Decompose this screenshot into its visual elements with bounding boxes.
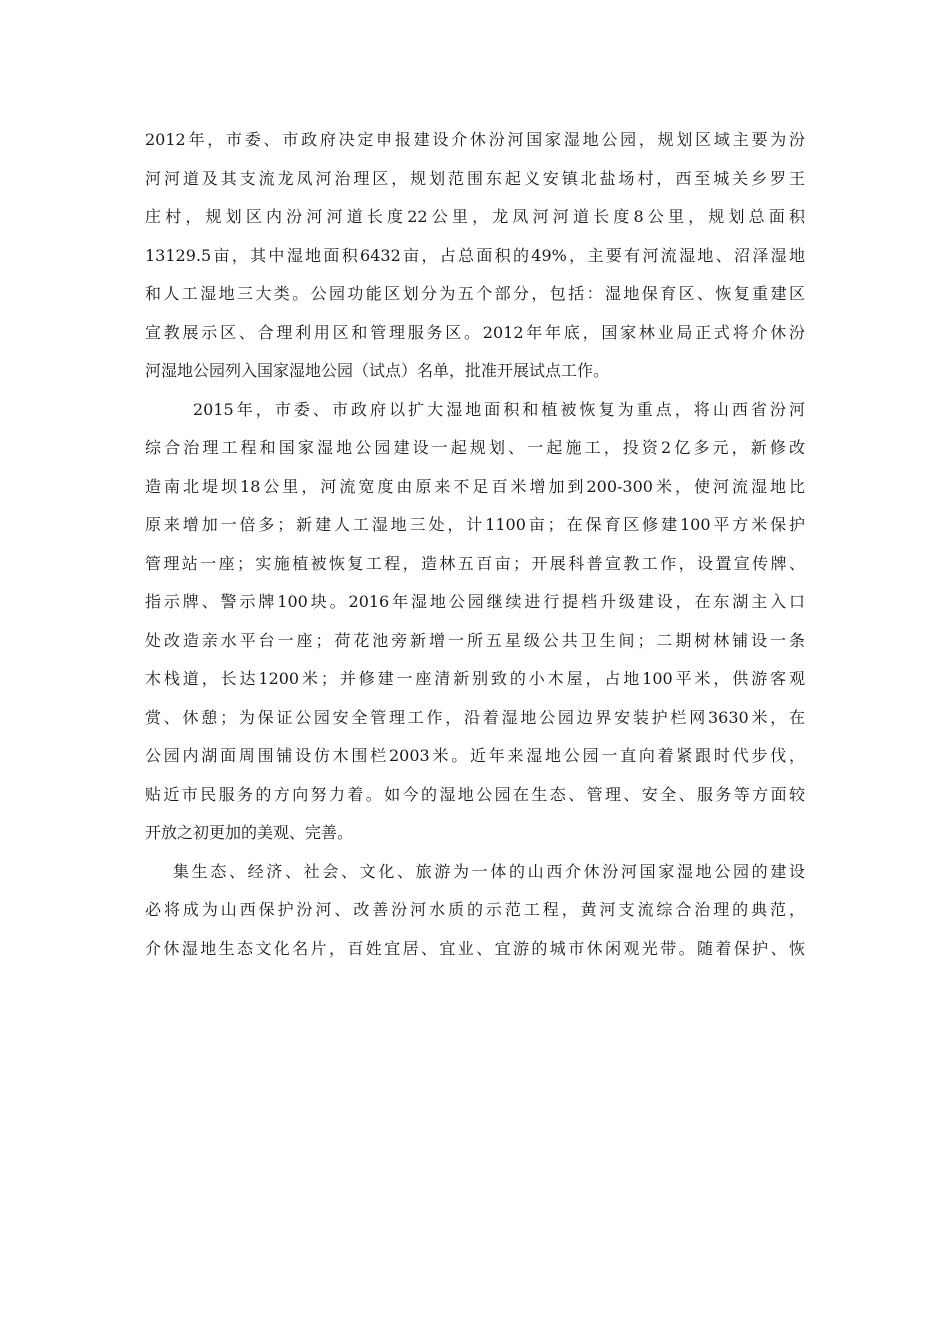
text-line: 集生态、经济、社会、文化、旅游为一体的山西介休汾河国家湿地公园的建设 [173, 861, 805, 881]
text-line: 公园内湖面周围铺设仿木围栏2003米。近年来湿地公园一直向着紧跟时代步伐， [145, 746, 805, 765]
text-line: 河河道及其支流龙凤河治理区，规划范围东起义安镇北盐场村，西至城关乡罗王 [145, 168, 805, 188]
text-line: 原来增加一倍多；新建人工湿地三处，计1100亩；在保育区修建100平方米保护 [145, 515, 805, 534]
text-line: 指示牌、警示牌100块。2016年湿地公园继续进行提档升级建设，在东湖主入口 [145, 592, 805, 611]
text-line: 管理站一座；实施植被恢复工程，造林五百亩；开展科普宣教工作，设置宣传牌、 [145, 553, 805, 573]
text-line: 13129.5亩，其中湿地面积6432亩，占总面积的49%，主要有河流湿地、沼泽湿地 [145, 245, 805, 265]
text-line: 庄村，规划区内汾河河道长度22公里，龙凤河河道长度8公里，规划总面积 [145, 207, 805, 226]
text-line: 必将成为山西保护汾河、改善汾河水质的示范工程，黄河支流综合治理的典范， [145, 900, 805, 919]
text-line: 处改造亲水平台一座；荷花池旁新增一所五星级公共卫生间；二期树林铺设一条 [145, 630, 805, 650]
text-line: 河湿地公园列入国家湿地公园（试点）名单，批准开展试点工作。 [145, 361, 610, 380]
text-line: 开放之初更加的美观、完善。 [145, 823, 354, 842]
text-line: 2012年，市委、市政府决定申报建设介休汾河国家湿地公园，规划区域主要为汾 [145, 130, 805, 149]
text-line: 赏、休憩；为保证公园安全管理工作，沿着湿地公园边界安装护栏网3630米，在 [145, 707, 805, 727]
text-line: 造南北堤坝18公里，河流宽度由原来不足百米增加到200-300米，使河流湿地比 [145, 476, 805, 496]
text-line: 贴近市民服务的方向努力着。如今的湿地公园在生态、管理、安全、服务等方面较 [145, 784, 805, 804]
paragraph-2 [145, 391, 805, 853]
text-line: 木栈道，长达1200米；并修建一座清新别致的小木屋，占地100平米，供游客观 [145, 669, 805, 688]
text-line: 综合治理工程和国家湿地公园建设一起规划、一起施工，投资2亿多元，新修改 [145, 438, 805, 457]
text-line: 介休湿地生态文化名片，百姓宜居、宜业、宜游的城市休闲观光带。随着保护、恢 [145, 938, 805, 958]
paragraph-3 [145, 853, 805, 969]
body-text [145, 121, 805, 968]
text-line: 和人工湿地三大类。公园功能区划分为五个部分，包括：湿地保育区、恢复重建区 [145, 284, 805, 303]
text-line: 2015年，市委、市政府以扩大湿地面积和植被恢复为重点，将山西省汾河 [193, 399, 805, 419]
paragraph-1 [145, 121, 805, 391]
text-line: 宣教展示区、合理利用区和管理服务区。2012年年底，国家林业局正式将介休汾 [145, 322, 805, 342]
